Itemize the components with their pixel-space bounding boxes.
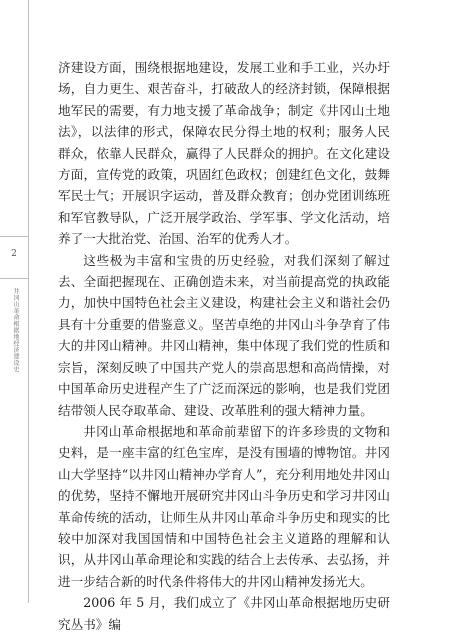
margin-rule <box>28 0 29 603</box>
margin-separator-top <box>0 236 28 237</box>
paragraph: 这些极为丰富和宝贵的历史经验，对我们深刻了解过去、全面把握现在、正确创造未来，对当前提高党的执政能力，加快中国特色社会主义建设，构建社会主义和谐社会仍具有十分重要的借鉴意义。坚苦卓绝的井冈山斗争孕育了伟大的井冈山精神。井冈山精神，集中体现了我们党的性质和宗旨，深刻反映了中国共产党人的崇高思想和高尚情操，对中国革命历史进程产生了广泛而深远的影响，也是我们党团结带领人民夺取革命、建设、改革胜利的强大精神力量。 <box>58 252 390 418</box>
paragraph-continued: 济建设方面，围绕根据地建设，发展工业和手工业，兴办圩场，自力更生、艰苦奋斗，打破敌人的经济封锁，保障根据地军民的需要，有力地支援了革命战争；制定《井冈山土地法》，以法律的形式，保障农民分得土地的权利；服务人民群众，依靠人民群众，赢得了人民群众的拥护。在文化建设方面，宣传党的政策，巩固红色政权；创建红色文化，鼓舞军民士气；开展识字运动，普及群众教育；创办党团训练班和军官教导队，广泛开展学政治、学军事、学文化活动，培养了一大批治党、治国、治军的优秀人才。 <box>58 60 390 247</box>
body-text <box>58 57 390 635</box>
running-head: 井冈山革命根据地经济建设史 <box>12 288 19 373</box>
paragraph: 井冈山革命根据地和革命前辈留下的许多珍贵的文物和史料，是一座丰富的红色宝库，是没有围墙的博物馆。井冈山大学坚持“以井冈山精神办学育人”，充分利用地处井冈山的优势，坚持不懈地开展研究井冈山斗争历史和学习井冈山革命传统的活动，让师生从井冈山革命斗争历史和现实的比较中加深对我国国情和中国特色社会主义道路的理解和认识，从井冈山革命理论和实践的结合上去传承、去弘扬，并进一步结合新的时代条件将伟大的井冈山精神发扬光大。 <box>58 423 390 589</box>
paragraph: 2006 年 5 月，我们成立了《井冈山革命根据地历史研究丛书》编 <box>58 595 390 632</box>
page-number: 2 <box>11 249 17 259</box>
margin-separator-bottom <box>0 278 28 279</box>
